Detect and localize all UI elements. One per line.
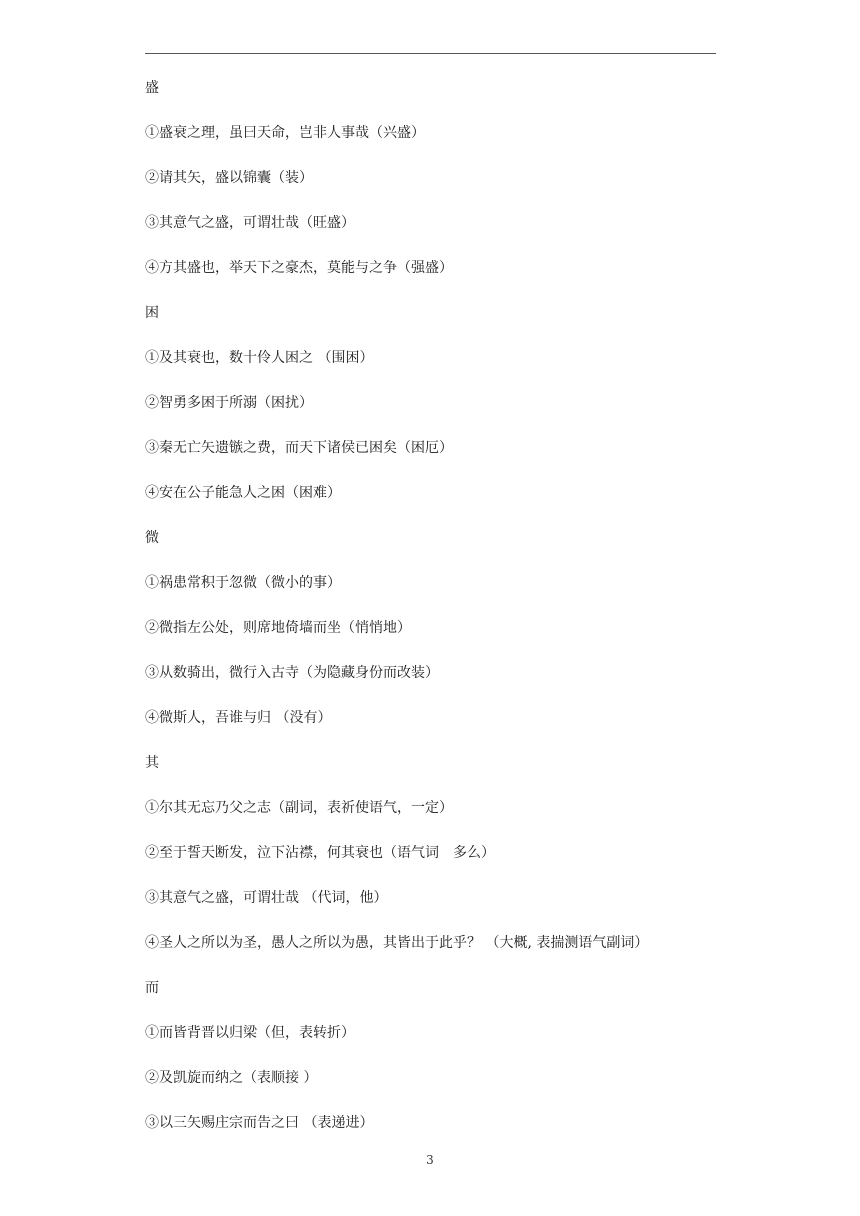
example-line: ③其意气之盛，可谓壮哉（旺盛）	[145, 215, 355, 231]
example-line: ④微斯人，吾谁与归 （没有）	[145, 710, 332, 726]
example-line: ④方其盛也，举天下之豪杰，莫能与之争（强盛）	[145, 260, 453, 276]
example-line: ④圣人之所以为圣，愚人之所以为愚，其皆出于此乎？ （大概, 表揣测语气副词）	[145, 935, 649, 951]
example-line: ②及凯旋而纳之（表顺接 ）	[145, 1070, 318, 1086]
example-line: ②请其矢，盛以锦囊（装）	[145, 170, 313, 186]
example-line: ①而皆背晋以归梁（但，表转折）	[145, 1025, 355, 1041]
headword-qi: 其	[145, 755, 159, 771]
headword-kun: 困	[145, 305, 159, 321]
page-number: 3	[426, 1153, 434, 1167]
headword-wei: 微	[145, 530, 159, 546]
example-line: ③从数骑出，微行入古寺（为隐藏身份而改装）	[145, 665, 439, 681]
example-line: ①盛衰之理，虽曰天命，岂非人事哉（兴盛）	[145, 125, 425, 141]
example-line: ①祸患常积于忽微（微小的事）	[145, 575, 341, 591]
example-line: ②智勇多困于所溺（困扰）	[145, 395, 313, 411]
headword-er: 而	[145, 980, 159, 996]
example-line: ②至于誓天断发，泣下沾襟，何其衰也（语气词 多么）	[145, 845, 495, 861]
example-line: ②微指左公处，则席地倚墙而坐（悄悄地）	[145, 620, 411, 636]
header-rule	[145, 53, 716, 54]
example-line: ①及其衰也，数十伶人困之 （围困）	[145, 350, 374, 366]
example-line: ①尔其无忘乃父之志（副词，表祈使语气，一定）	[145, 800, 453, 816]
example-line: ③其意气之盛，可谓壮哉 （代词，他）	[145, 890, 388, 906]
example-line: ④安在公子能急人之困（困难）	[145, 485, 341, 501]
example-line: ③以三矢赐庄宗而告之曰 （表递进）	[145, 1115, 374, 1131]
example-line: ③秦无亡矢遗镞之费，而天下诸侯已困矣（困厄）	[145, 440, 453, 456]
headword-sheng: 盛	[145, 80, 159, 96]
